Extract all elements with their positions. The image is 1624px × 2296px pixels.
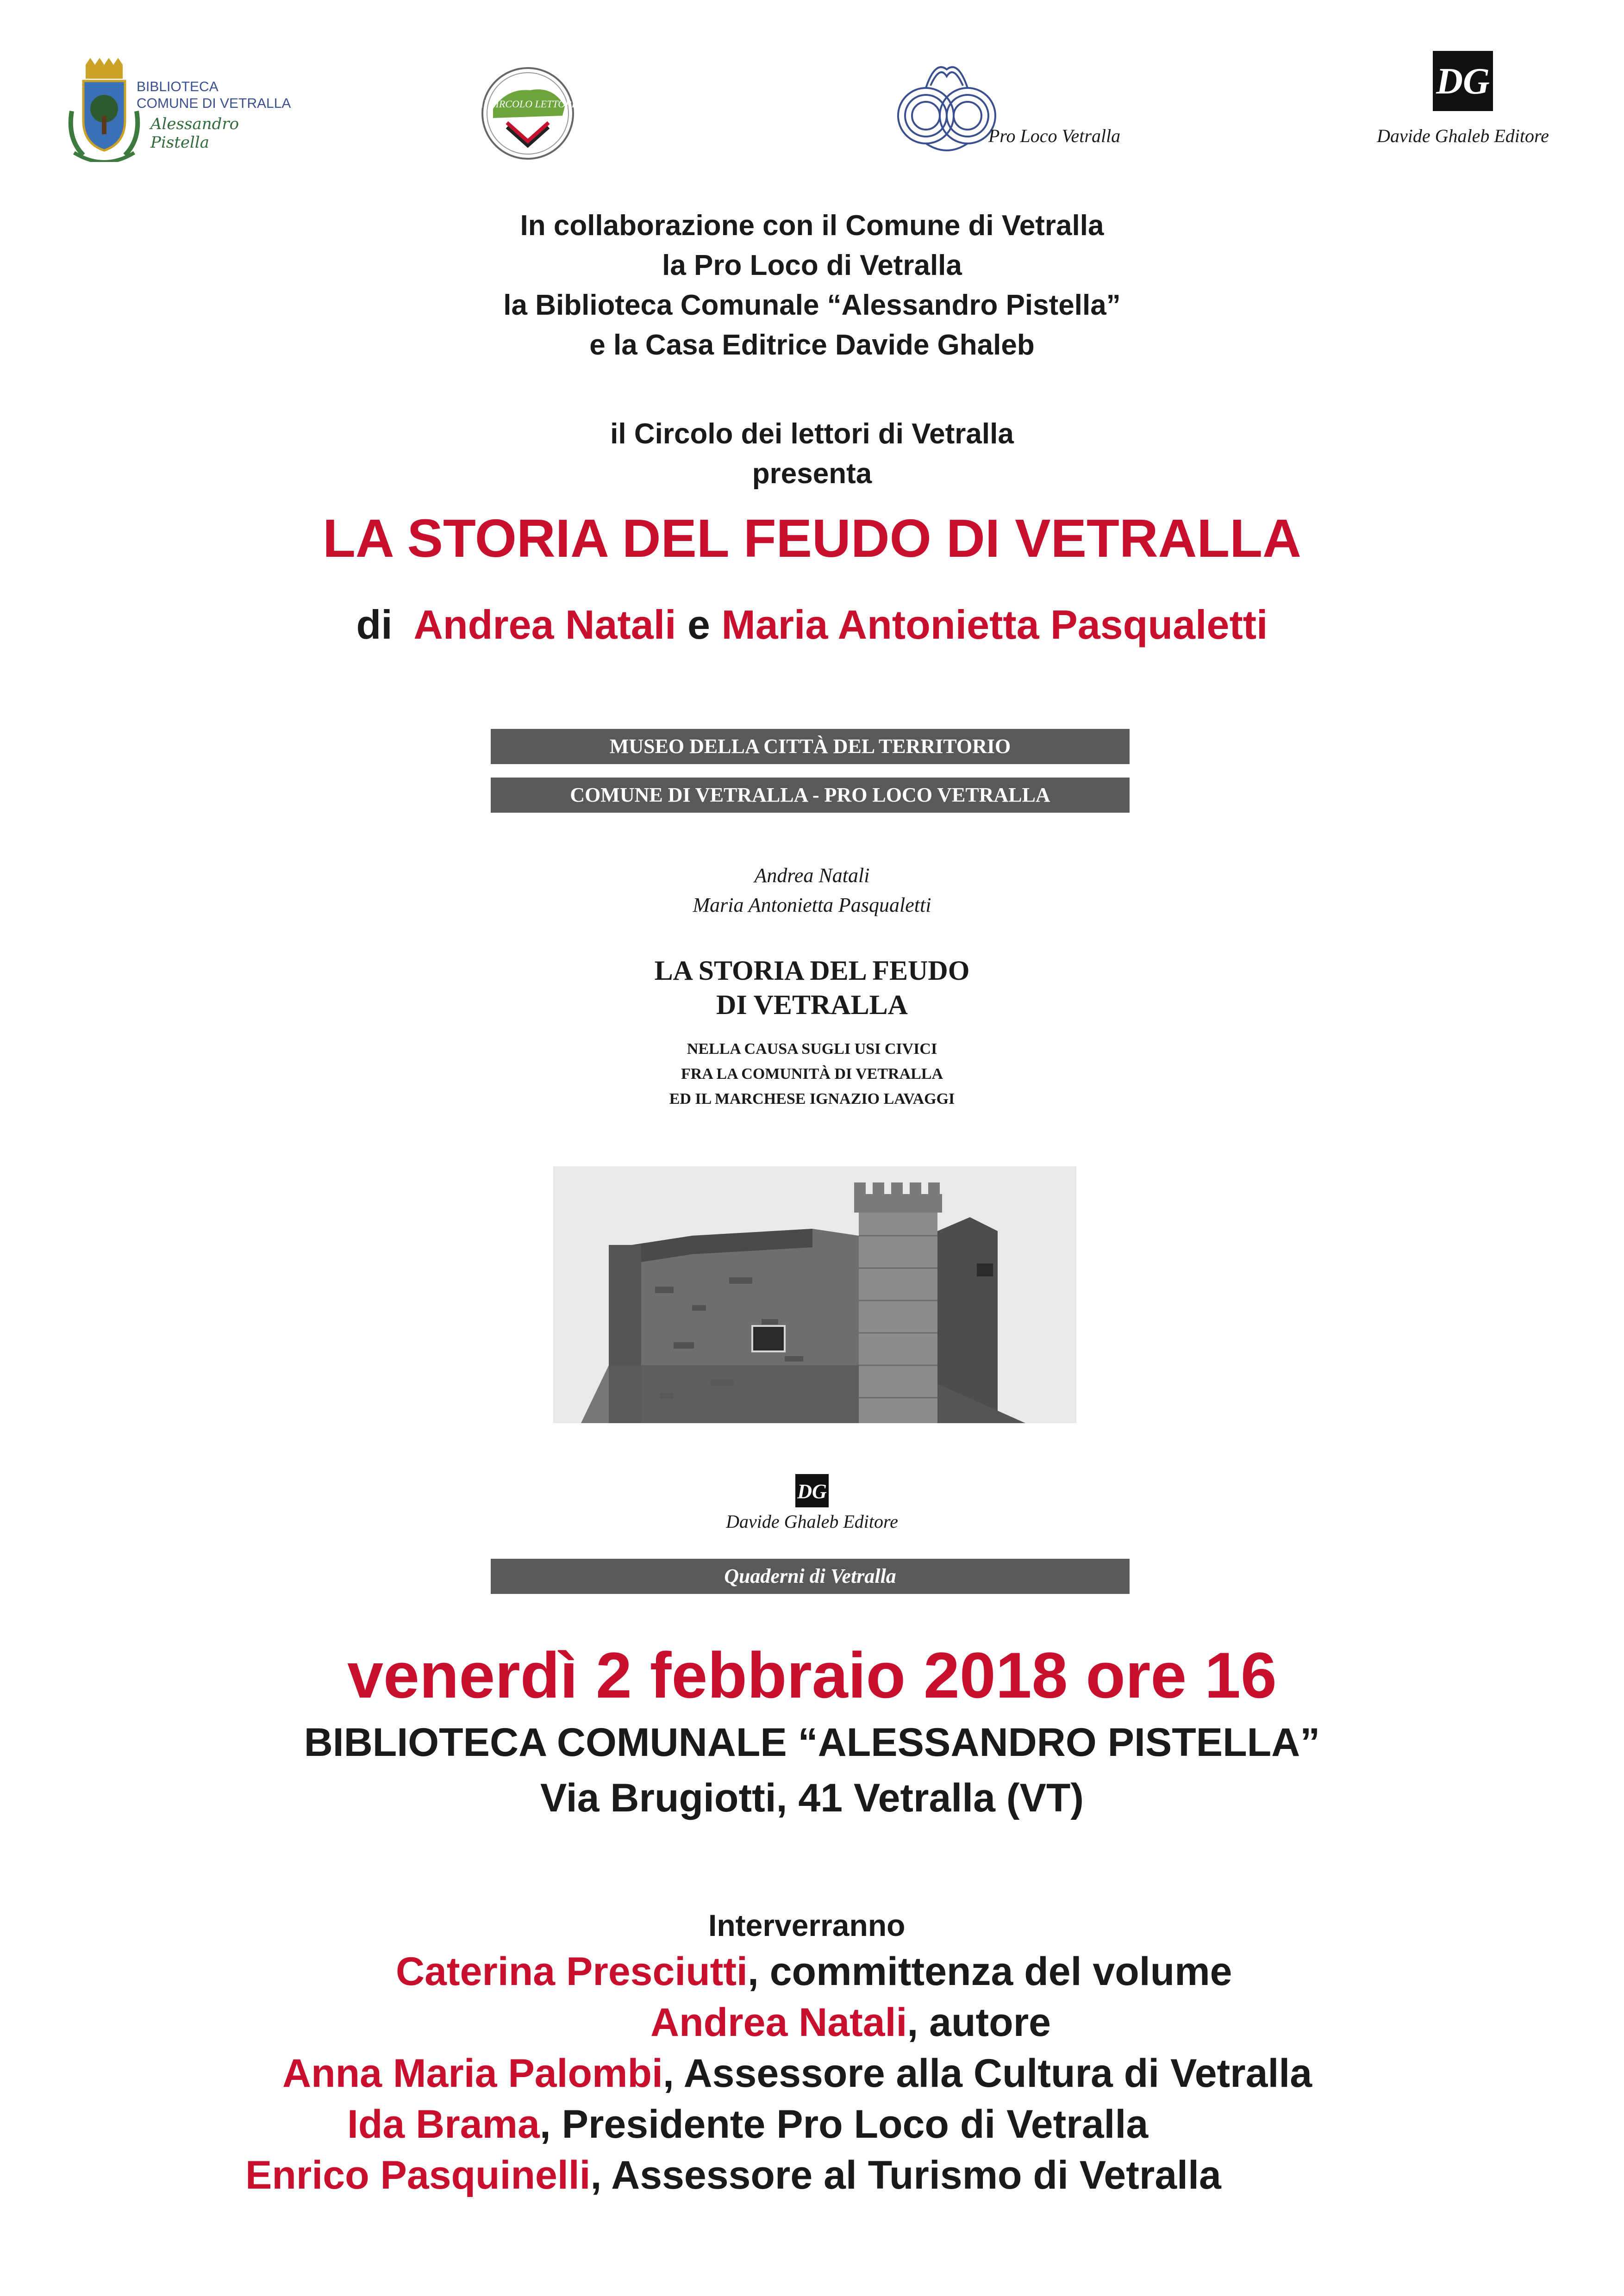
castle-photo — [553, 1166, 1076, 1423]
library-logo-line2: COMUNE DI VETRALLA — [137, 96, 291, 111]
speaker-name: Ida Brama — [347, 2102, 540, 2147]
publisher-logo — [1433, 51, 1493, 111]
speaker-name: Caterina Presciutti — [396, 1949, 748, 1994]
speaker-role: , committenza del volume — [747, 1949, 1232, 1994]
speaker-name: Andrea Natali — [650, 2000, 907, 2045]
library-logo-signature: Alessandro Pistella — [150, 115, 239, 152]
cover-bar-museum: MUSEO DELLA CITTÀ DEL TERRITORIO — [491, 729, 1130, 764]
cover-subtitle-1: NELLA CAUSA SUGLI USI CIVICI — [687, 1040, 937, 1058]
publisher-label: Davide Ghaleb Editore — [1377, 125, 1549, 146]
circolo-logo-text: il CIRCOLO LETTORI — [481, 98, 575, 110]
circolo-logo — [479, 65, 576, 162]
event-title: LA STORIA DEL FEUDO DI VETRALLA — [323, 508, 1301, 568]
dg-monogram-text: DG — [1436, 61, 1490, 102]
cover-author-2: Maria Antonietta Pasqualetti — [693, 894, 931, 916]
cover-bar-comune: COMUNE DI VETRALLA - PRO LOCO VETRALLA — [491, 778, 1130, 813]
speaker-role: , Assessore al Turismo di Vetralla — [590, 2153, 1221, 2197]
presents-line: presenta — [752, 458, 872, 490]
intro-line-3: la Biblioteca Comunale “Alessandro Pistella” — [503, 289, 1121, 321]
speaker-row — [396, 1946, 1232, 1997]
crest-icon — [65, 56, 144, 162]
speaker-row — [245, 2150, 1221, 2201]
cover-series-bar: Quaderni di Vetralla — [491, 1559, 1130, 1594]
speaker-row — [650, 1997, 1051, 2048]
author-1: Andrea Natali — [413, 602, 676, 647]
dg-monogram-small-text: DG — [797, 1480, 827, 1503]
cover-author-1: Andrea Natali — [754, 864, 870, 887]
library-logo — [56, 51, 296, 167]
speaker-row — [347, 2099, 1148, 2150]
cover-title-line-2: DI VETRALLA — [716, 989, 908, 1020]
speaker-name: Enrico Pasquinelli — [245, 2153, 591, 2197]
event-address: Via Brugiotti, 41 Vetralla (VT) — [540, 1776, 1084, 1820]
speaker-name: Anna Maria Palombi — [282, 2051, 663, 2096]
castle-icon — [553, 1166, 1076, 1423]
event-venue: BIBLIOTECA COMUNALE “ALESSANDRO PISTELLA” — [304, 1720, 1320, 1765]
speaker-role: , Assessore alla Cultura di Vetralla — [662, 2051, 1312, 2096]
dg-monogram-small-icon — [795, 1474, 829, 1507]
speaker-role: , Presidente Pro Loco di Vetralla — [539, 2102, 1149, 2147]
authors-conjunction: e — [687, 602, 710, 647]
proloco-label: Pro Loco Vetralla — [988, 125, 1121, 146]
author-2: Maria Antonietta Pasqualetti — [721, 602, 1268, 647]
presenter-line: il Circolo dei lettori di Vetralla — [610, 418, 1014, 450]
cover-publisher: Davide Ghaleb Editore — [726, 1511, 898, 1532]
authors-line — [0, 597, 1624, 653]
authors-prefix: di — [356, 602, 393, 647]
circolo-lettori-logo — [479, 65, 576, 162]
intro-line-2: la Pro Loco di Vetralla — [662, 249, 962, 281]
library-logo-line1: BIBLIOTECA — [137, 79, 219, 94]
dg-monogram-icon — [1433, 51, 1493, 111]
speakers-heading: Interverranno — [708, 1908, 906, 1942]
cover-title-line-1: LA STORIA DEL FEUDO — [654, 955, 970, 986]
intro-line-1: In collaborazione con il Comune di Vetralla — [520, 210, 1104, 242]
speaker-role: , autore — [907, 2000, 1051, 2045]
cover-subtitle-2: FRA LA COMUNITÀ DI VETRALLA — [681, 1065, 943, 1083]
cover-publisher-logo — [795, 1474, 829, 1507]
cover-subtitle-3: ED IL MARCHESE IGNAZIO LAVAGGI — [669, 1090, 955, 1108]
intro-line-4: e la Casa Editrice Davide Ghaleb — [589, 329, 1035, 361]
event-datetime: venerdì 2 febbraio 2018 ore 16 — [347, 1639, 1277, 1711]
speaker-row — [282, 2048, 1312, 2099]
